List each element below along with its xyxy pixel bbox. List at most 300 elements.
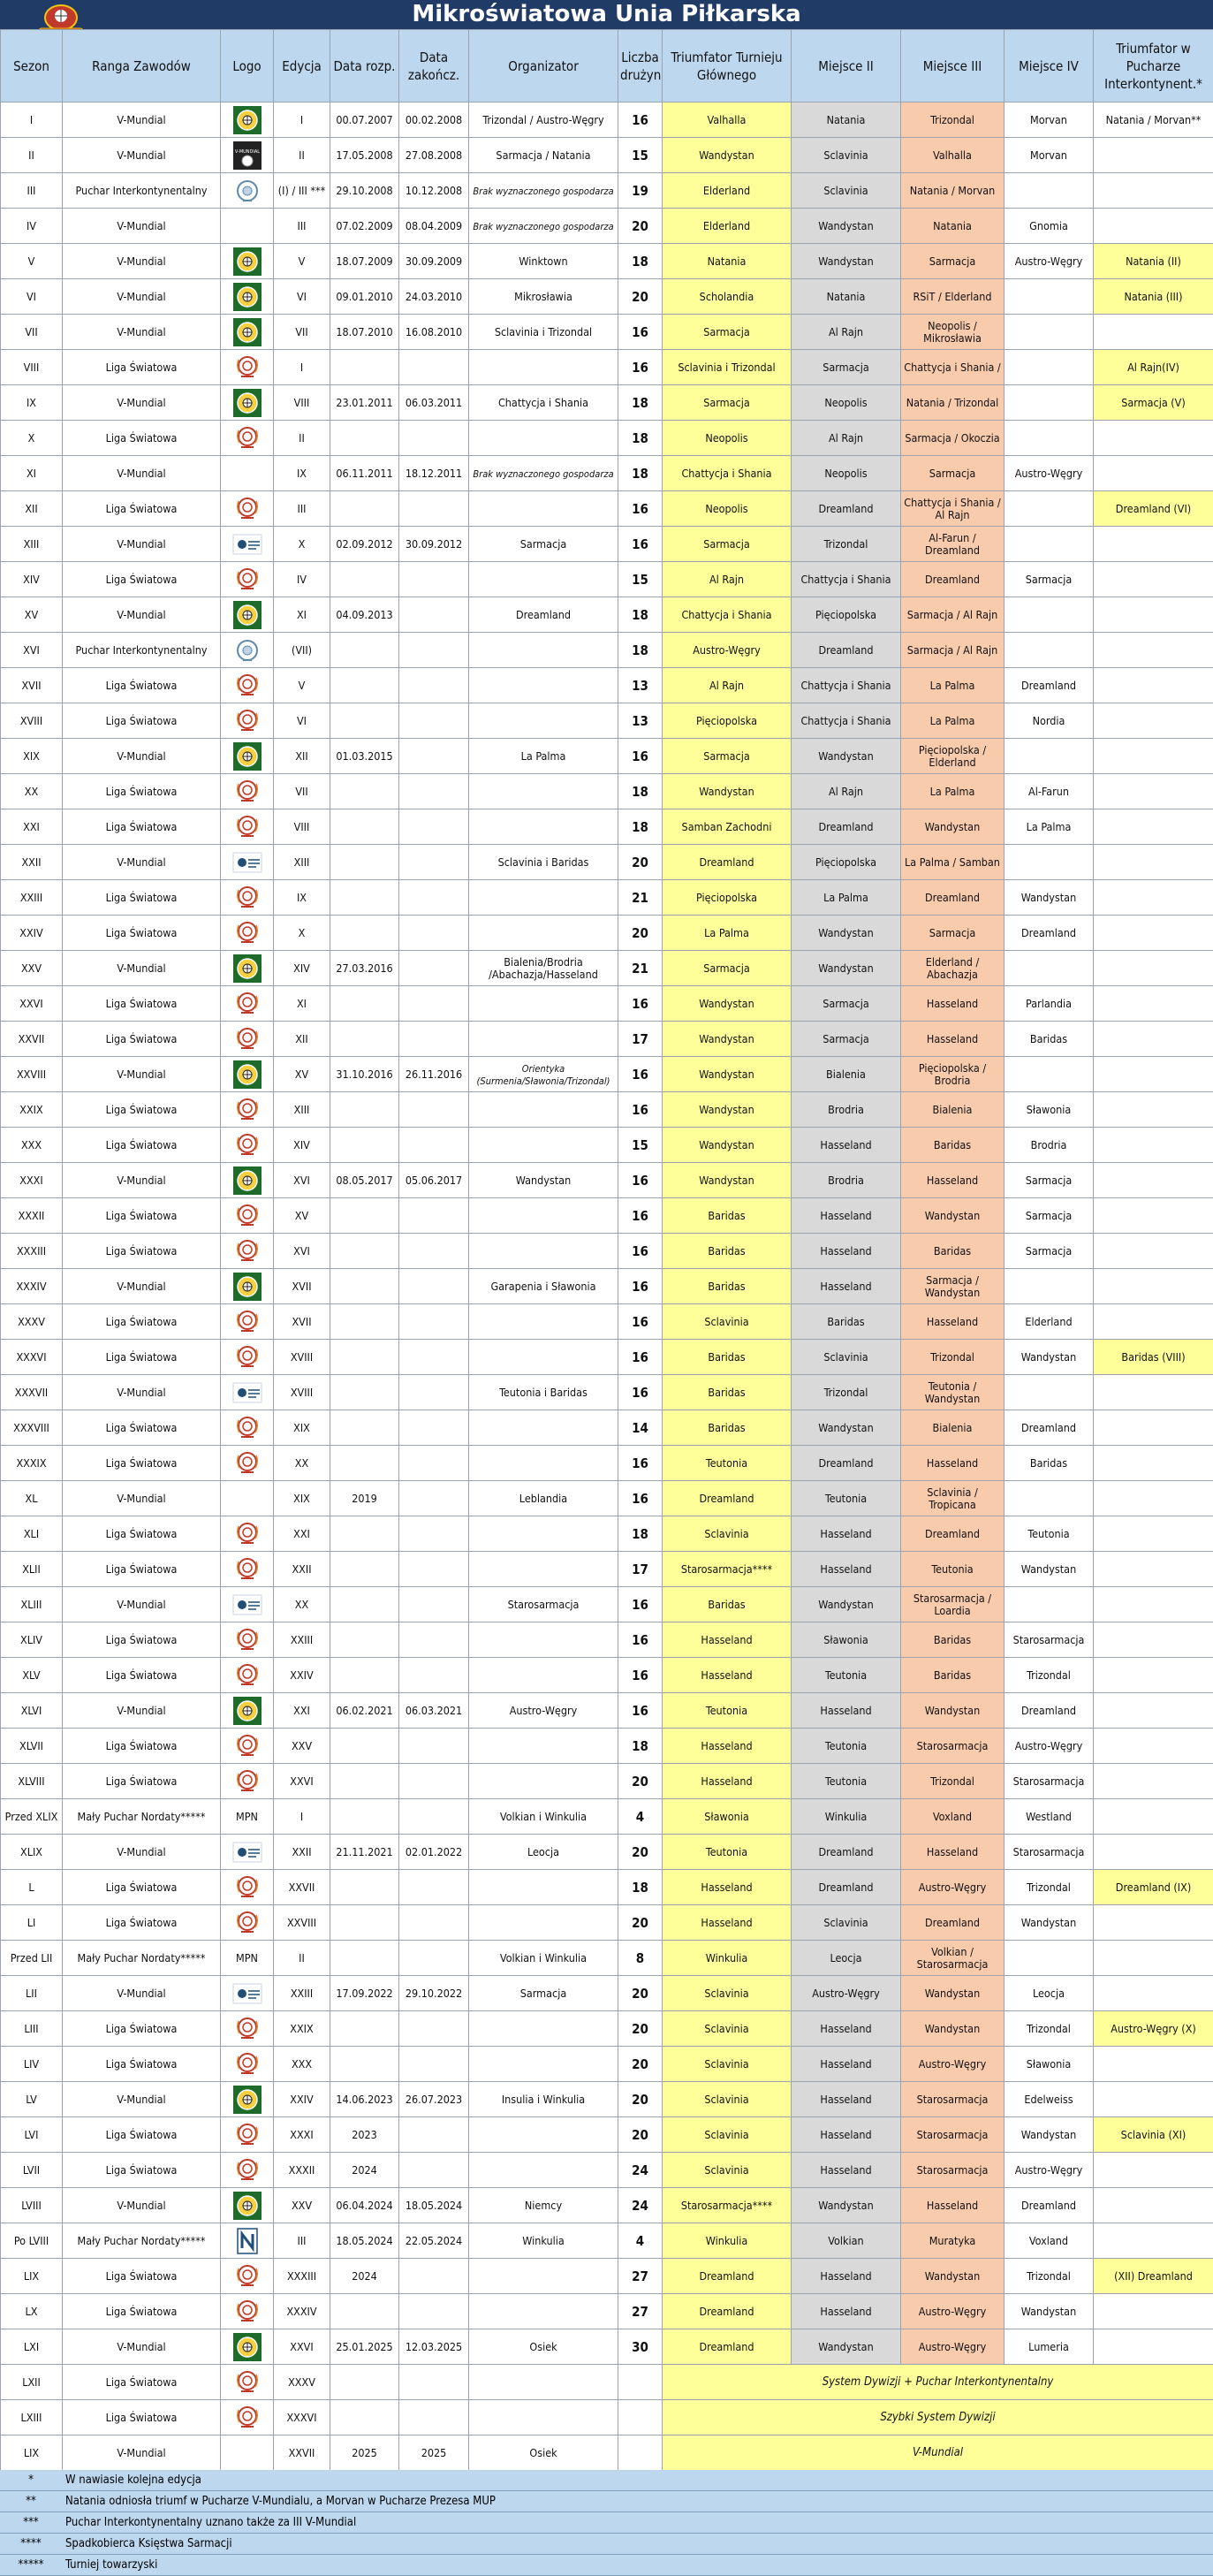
second-place-cell: Bialenia <box>792 1057 901 1092</box>
season-row <box>1 1976 1213 2011</box>
intercontinental-winner-cell <box>1094 880 1213 916</box>
v-mundial-logo-icon <box>232 1060 262 1090</box>
logo-cell <box>221 1163 274 1198</box>
second-place-cell: Hasseland <box>792 2047 901 2082</box>
third-place-cell: Starosarmacja <box>901 2082 1005 2117</box>
footnote-text: Spadkobierca Księstwa Sarmacji <box>62 2534 1213 2554</box>
end-date-cell <box>399 1622 469 1658</box>
teams-count-cell: 18 <box>618 1729 663 1764</box>
logo-cell <box>221 1234 274 1269</box>
season-row <box>1 2294 1213 2329</box>
season-row <box>1 1835 1213 1870</box>
organizer-cell <box>469 1870 618 1905</box>
champion-cell: Baridas <box>663 1234 792 1269</box>
rank-cell: Liga Światowa <box>63 2259 221 2294</box>
edition-cell: XXVI <box>274 2329 330 2365</box>
season-cell: LXI <box>1 2329 63 2365</box>
logo-cell <box>221 1976 274 2011</box>
edition-cell: XVI <box>274 1234 330 1269</box>
fourth-place-cell: Dreamland <box>1005 1693 1094 1729</box>
end-date-cell: 00.02.2008 <box>399 103 469 138</box>
teams-count-cell: 16 <box>618 1622 663 1658</box>
rank-cell: Liga Światowa <box>63 703 221 739</box>
end-date-cell <box>399 1092 469 1128</box>
second-place-cell: Austro-Węgry <box>792 1976 901 2011</box>
organizer-cell <box>469 1128 618 1163</box>
teams-count-cell: 18 <box>618 421 663 456</box>
season-row <box>1 1022 1213 1057</box>
rank-cell: Liga Światowa <box>63 2011 221 2047</box>
teams-count-cell: 15 <box>618 138 663 173</box>
teams-count-cell: 13 <box>618 668 663 703</box>
third-place-cell: Volkian / Starosarmacja <box>901 1941 1005 1976</box>
rank-cell: V-Mundial <box>63 951 221 986</box>
start-date-cell <box>330 1587 399 1622</box>
end-date-cell: 2025 <box>399 2435 469 2471</box>
start-date-cell <box>330 1128 399 1163</box>
svg-text:V-MUNDIAL: V-MUNDIAL <box>234 149 259 155</box>
end-date-cell <box>399 668 469 703</box>
season-row <box>1 421 1213 456</box>
organizer-text: Winkulia <box>522 2234 565 2247</box>
rank-cell: V-Mundial <box>63 315 221 350</box>
teams-count-cell: 18 <box>618 385 663 421</box>
second-place-cell: Hasseland <box>792 2294 901 2329</box>
fourth-place-cell <box>1005 1375 1094 1410</box>
third-place-cell: Austro-Węgry <box>901 2329 1005 2365</box>
v-mundial-logo-icon <box>232 2332 262 2362</box>
third-place-cell: Baridas <box>901 1658 1005 1693</box>
organizer-cell <box>469 809 618 845</box>
rank-cell: V-Mundial <box>63 1835 221 1870</box>
organizer-text: Volkian i Winkulia <box>500 1810 587 1823</box>
season-cell: LXII <box>1 2365 63 2400</box>
fourth-place-cell <box>1005 385 1094 421</box>
start-date-cell <box>330 1198 399 1234</box>
season-row <box>1 279 1213 315</box>
liga-swiatowa-logo-icon <box>232 1625 262 1655</box>
organizer-cell <box>469 1622 618 1658</box>
champion-cell: Sławonia <box>663 1799 792 1835</box>
logo-cell <box>221 385 274 421</box>
organizer-cell <box>469 562 618 597</box>
second-place-cell: Sclavinia <box>792 1905 901 1941</box>
teams-count-cell: 19 <box>618 173 663 209</box>
intercontinental-winner-cell <box>1094 1128 1213 1163</box>
teams-count-cell <box>618 2365 663 2400</box>
fourth-place-cell: Baridas <box>1005 1446 1094 1481</box>
v-mundial-logo-icon <box>232 1378 262 1408</box>
start-date-cell: 29.10.2008 <box>330 173 399 209</box>
teams-count-cell: 20 <box>618 209 663 244</box>
third-place-cell: Trizondal <box>901 1764 1005 1799</box>
second-place-cell: Teutonia <box>792 1764 901 1799</box>
third-place-cell: Natania / Trizondal <box>901 385 1005 421</box>
season-row <box>1 562 1213 597</box>
logo-cell: MPN <box>221 1941 274 1976</box>
start-date-cell: 08.05.2017 <box>330 1163 399 1198</box>
organizer-cell <box>469 315 618 350</box>
teams-count-cell: 16 <box>618 527 663 562</box>
organizer-cell <box>469 1481 618 1516</box>
rank-cell: Liga Światowa <box>63 774 221 809</box>
liga-swiatowa-logo-icon <box>232 2297 262 2327</box>
season-row <box>1 1128 1213 1163</box>
season-row <box>1 845 1213 880</box>
end-date-cell <box>399 845 469 880</box>
organizer-cell <box>469 2117 618 2153</box>
teams-count-cell: 27 <box>618 2294 663 2329</box>
fourth-place-cell: Morvan <box>1005 138 1094 173</box>
season-row <box>1 774 1213 809</box>
season-cell: LVI <box>1 2117 63 2153</box>
organizer-cell <box>469 1340 618 1375</box>
logo-cell <box>221 1022 274 1057</box>
intercontinental-winner-cell <box>1094 562 1213 597</box>
second-place-cell: Sclavinia <box>792 1340 901 1375</box>
teams-count-cell: 18 <box>618 774 663 809</box>
logo-cell: MPN <box>221 1799 274 1835</box>
season-cell: XLIV <box>1 1622 63 1658</box>
intercontinental-winner-cell <box>1094 1941 1213 1976</box>
liga-swiatowa-logo-icon <box>232 353 262 383</box>
second-place-cell: Hasseland <box>792 2011 901 2047</box>
intercontinental-winner-cell <box>1094 315 1213 350</box>
intercontinental-winner-cell <box>1094 2329 1213 2365</box>
intercontinental-winner-cell <box>1094 1622 1213 1658</box>
end-date-cell <box>399 2047 469 2082</box>
third-place-cell: Natania <box>901 209 1005 244</box>
organizer-cell <box>469 1022 618 1057</box>
season-cell: IX <box>1 385 63 421</box>
liga-swiatowa-logo-icon <box>232 777 262 807</box>
season-cell: XXIV <box>1 916 63 951</box>
fourth-place-cell <box>1005 350 1094 385</box>
teams-count-cell: 16 <box>618 1340 663 1375</box>
logo-cell <box>221 703 274 739</box>
footnote-row <box>0 2491 1213 2512</box>
start-date-cell <box>330 350 399 385</box>
footnote-row <box>0 2470 1213 2491</box>
champion-cell: Baridas <box>663 1269 792 1304</box>
champion-cell: Wandystan <box>663 1092 792 1128</box>
end-date-cell: 06.03.2021 <box>399 1693 469 1729</box>
champion-cell: Wandystan <box>663 1128 792 1163</box>
season-cell: XXXIX <box>1 1446 63 1481</box>
logo-cell <box>221 491 274 527</box>
organizer-cell <box>469 456 618 491</box>
intercontinental-winner-cell <box>1094 774 1213 809</box>
champion-cell: Dreamland <box>663 1481 792 1516</box>
champion-cell: Hasseland <box>663 1870 792 1905</box>
champion-cell: Sarmacja <box>663 315 792 350</box>
third-place-cell: Dreamland <box>901 880 1005 916</box>
champion-cell: Chattycja i Shania <box>663 597 792 633</box>
start-date-cell <box>330 1905 399 1941</box>
season-cell: XXV <box>1 951 63 986</box>
end-date-cell <box>399 421 469 456</box>
end-date-cell <box>399 597 469 633</box>
edition-cell: XV <box>274 1057 330 1092</box>
organizer-text: Leblandia <box>519 1492 567 1505</box>
champion-cell: Hasseland <box>663 1658 792 1693</box>
season-row <box>1 315 1213 350</box>
intercontinental-winner-cell: Baridas (VIII) <box>1094 1340 1213 1375</box>
second-place-cell: Neopolis <box>792 456 901 491</box>
season-cell: XX <box>1 774 63 809</box>
third-place-cell: Baridas <box>901 1234 1005 1269</box>
logo-cell <box>221 2082 274 2117</box>
season-row <box>1 1057 1213 1092</box>
fourth-place-cell <box>1005 527 1094 562</box>
third-place-cell: Valhalla <box>901 138 1005 173</box>
season-cell: XIX <box>1 739 63 774</box>
column-header: Triumfator Turnieju Głównego <box>663 30 792 103</box>
start-date-cell <box>330 1870 399 1905</box>
fourth-place-cell <box>1005 597 1094 633</box>
intercontinental-winner-cell <box>1094 809 1213 845</box>
liga-swiatowa-logo-icon <box>232 1024 262 1054</box>
season-row <box>1 597 1213 633</box>
champion-cell: Sclavinia <box>663 2082 792 2117</box>
fourth-place-cell: Teutonia <box>1005 1516 1094 1552</box>
season-cell: IV <box>1 209 63 244</box>
start-date-cell: 02.09.2012 <box>330 527 399 562</box>
end-date-cell: 30.09.2009 <box>399 244 469 279</box>
footnote-marker: * <box>0 2470 62 2490</box>
intercontinental-winner-cell <box>1094 1516 1213 1552</box>
third-place-cell: Sarmacja / Wandystan <box>901 1269 1005 1304</box>
organizer-cell <box>469 1587 618 1622</box>
teams-count-cell: 16 <box>618 1234 663 1269</box>
fourth-place-cell: Leocja <box>1005 1976 1094 2011</box>
organizer-cell <box>469 2153 618 2188</box>
rank-cell: Liga Światowa <box>63 880 221 916</box>
second-place-cell: Baridas <box>792 1304 901 1340</box>
logo-cell <box>221 2400 274 2435</box>
liga-swiatowa-logo-icon <box>232 2120 262 2150</box>
teams-count-cell: 16 <box>618 103 663 138</box>
third-place-cell: Starosarmacja <box>901 1729 1005 1764</box>
footnote-row <box>0 2555 1213 2576</box>
liga-swiatowa-logo-icon <box>232 565 262 595</box>
organizer-text: Trizondal / Austro-Węgry <box>482 113 603 126</box>
organizer-text: Insulia i Winkulia <box>502 2093 585 2106</box>
rank-cell: Puchar Interkontynentalny <box>63 173 221 209</box>
organizer-cell <box>469 2435 618 2471</box>
intercontinental-winner-cell <box>1094 1022 1213 1057</box>
logo-cell <box>221 527 274 562</box>
rank-cell: Liga Światowa <box>63 1658 221 1693</box>
teams-count-cell: 4 <box>618 2223 663 2259</box>
rank-cell: V-Mundial <box>63 597 221 633</box>
rank-cell: Liga Światowa <box>63 421 221 456</box>
logo-cell <box>221 173 274 209</box>
fourth-place-cell: Starosarmacja <box>1005 1622 1094 1658</box>
third-place-cell: Starosarmacja <box>901 2153 1005 2188</box>
fourth-place-cell <box>1005 1057 1094 1092</box>
edition-cell: XIX <box>274 1410 330 1446</box>
edition-cell: XXXIII <box>274 2259 330 2294</box>
champion-cell: Scholandia <box>663 279 792 315</box>
start-date-cell <box>330 1304 399 1340</box>
intercontinental-winner-cell <box>1094 2153 1213 2188</box>
rank-cell: V-Mundial <box>63 2329 221 2365</box>
start-date-cell <box>330 1552 399 1587</box>
season-cell: XVI <box>1 633 63 668</box>
season-cell: LVII <box>1 2153 63 2188</box>
logo-cell <box>221 1622 274 1658</box>
rank-cell: Liga Światowa <box>63 809 221 845</box>
footnote-text: Puchar Interkontynentalny uznano także za III V-Mundial <box>62 2512 1213 2533</box>
champion-cell: Teutonia <box>663 1693 792 1729</box>
season-row <box>1 138 1213 173</box>
logo-cell <box>221 845 274 880</box>
teams-count-cell: 16 <box>618 1587 663 1622</box>
second-place-cell: Wandystan <box>792 739 901 774</box>
end-date-cell: 16.08.2010 <box>399 315 469 350</box>
teams-count-cell: 16 <box>618 739 663 774</box>
champion-cell: Baridas <box>663 1198 792 1234</box>
organizer-text: Brak wyznaczonego gospodarza <box>473 221 613 232</box>
season-cell: LV <box>1 2082 63 2117</box>
organizer-cell <box>469 1410 618 1446</box>
end-date-cell <box>399 1481 469 1516</box>
rank-cell: Mały Puchar Nordaty***** <box>63 2223 221 2259</box>
intercontinental-winner-cell <box>1094 1976 1213 2011</box>
champion-cell: Dreamland <box>663 2329 792 2365</box>
start-date-cell <box>330 880 399 916</box>
intercontinental-winner-cell <box>1094 1835 1213 1870</box>
teams-count-cell: 16 <box>618 1693 663 1729</box>
third-place-cell: Austro-Węgry <box>901 2047 1005 2082</box>
organizer-cell <box>469 173 618 209</box>
second-place-cell: Natania <box>792 279 901 315</box>
edition-cell: XX <box>274 1587 330 1622</box>
season-row <box>1 668 1213 703</box>
fourth-place-cell: Brodria <box>1005 1128 1094 1163</box>
start-date-cell: 07.02.2009 <box>330 209 399 244</box>
intercontinental-winner-cell <box>1094 421 1213 456</box>
champion-cell: Sarmacja <box>663 385 792 421</box>
second-place-cell: Teutonia <box>792 1481 901 1516</box>
organizer-cell <box>469 2047 618 2082</box>
intercontinental-winner-cell <box>1094 138 1213 173</box>
organizer-cell <box>469 1799 618 1835</box>
liga-swiatowa-logo-icon <box>232 989 262 1019</box>
rank-cell: Liga Światowa <box>63 1340 221 1375</box>
third-place-cell: Wandystan <box>901 809 1005 845</box>
teams-count-cell: 18 <box>618 633 663 668</box>
season-cell: Przed XLIX <box>1 1799 63 1835</box>
second-place-cell: Trizondal <box>792 1375 901 1410</box>
fourth-place-cell: La Palma <box>1005 809 1094 845</box>
champion-cell: Wandystan <box>663 986 792 1022</box>
note-cell: V-Mundial <box>663 2435 1213 2471</box>
season-row <box>1 2329 1213 2365</box>
season-row <box>1 1269 1213 1304</box>
end-date-cell: 27.08.2008 <box>399 138 469 173</box>
logo-cell <box>221 916 274 951</box>
season-cell: XXII <box>1 845 63 880</box>
teams-count-cell: 20 <box>618 2047 663 2082</box>
start-date-cell <box>330 491 399 527</box>
rank-cell: Liga Światowa <box>63 1198 221 1234</box>
intercontinental-winner-cell <box>1094 1198 1213 1234</box>
champion-cell: Sclavinia <box>663 2153 792 2188</box>
organizer-cell <box>469 774 618 809</box>
fourth-place-cell: Wandystan <box>1005 880 1094 916</box>
fourth-place-cell: Trizondal <box>1005 2259 1094 2294</box>
edition-cell: II <box>274 138 330 173</box>
end-date-cell <box>399 1340 469 1375</box>
fourth-place-cell: Wandystan <box>1005 1552 1094 1587</box>
second-place-cell: Hasseland <box>792 2153 901 2188</box>
fourth-place-cell: Baridas <box>1005 1022 1094 1057</box>
fourth-place-cell: Austro-Węgry <box>1005 2153 1094 2188</box>
fourth-place-cell: Dreamland <box>1005 2188 1094 2223</box>
third-place-cell: Chattycja i Shania / Al Rajn <box>901 491 1005 527</box>
rank-cell: V-Mundial <box>63 845 221 880</box>
champion-cell: Baridas <box>663 1375 792 1410</box>
edition-cell: XXXV <box>274 2365 330 2400</box>
edition-cell: XVIII <box>274 1340 330 1375</box>
fourth-place-cell: Starosarmacja <box>1005 1835 1094 1870</box>
season-cell: XLI <box>1 1516 63 1552</box>
end-date-cell: 18.05.2024 <box>399 2188 469 2223</box>
fourth-place-cell <box>1005 951 1094 986</box>
v-mundial-logo-icon <box>232 388 262 418</box>
logo-cell <box>221 1198 274 1234</box>
season-cell: XXIX <box>1 1092 63 1128</box>
rank-cell: Liga Światowa <box>63 1092 221 1128</box>
start-date-cell: 23.01.2011 <box>330 385 399 421</box>
organizer-text: Volkian i Winkulia <box>500 1951 587 1964</box>
start-date-cell <box>330 1729 399 1764</box>
rank-cell: Liga Światowa <box>63 2400 221 2435</box>
teams-count-cell: 18 <box>618 1516 663 1552</box>
fourth-place-cell: Wandystan <box>1005 2117 1094 2153</box>
liga-swiatowa-logo-icon <box>232 1236 262 1266</box>
teams-count-cell: 16 <box>618 350 663 385</box>
season-row <box>1 2117 1213 2153</box>
edition-cell: XI <box>274 597 330 633</box>
logo-cell <box>221 2117 274 2153</box>
edition-cell: VII <box>274 315 330 350</box>
season-row <box>1 2435 1213 2471</box>
end-date-cell <box>399 880 469 916</box>
champion-cell: Dreamland <box>663 2259 792 2294</box>
logo-cell <box>221 1870 274 1905</box>
fourth-place-cell <box>1005 279 1094 315</box>
logo-cell <box>221 279 274 315</box>
second-place-cell: Hasseland <box>792 1693 901 1729</box>
season-cell: XXXIII <box>1 1234 63 1269</box>
season-cell: XXXVII <box>1 1375 63 1410</box>
second-place-cell: Hasseland <box>792 2259 901 2294</box>
fourth-place-cell <box>1005 1269 1094 1304</box>
edition-cell: X <box>274 527 330 562</box>
third-place-cell: Sarmacja / Al Rajn <box>901 633 1005 668</box>
rank-cell: V-Mundial <box>63 103 221 138</box>
fourth-place-cell: Dreamland <box>1005 916 1094 951</box>
rank-cell: V-Mundial <box>63 1693 221 1729</box>
season-cell: XV <box>1 597 63 633</box>
organizer-cell <box>469 2259 618 2294</box>
logo-cell <box>221 880 274 916</box>
liga-swiatowa-logo-icon <box>232 1767 262 1797</box>
season-cell: XVII <box>1 668 63 703</box>
